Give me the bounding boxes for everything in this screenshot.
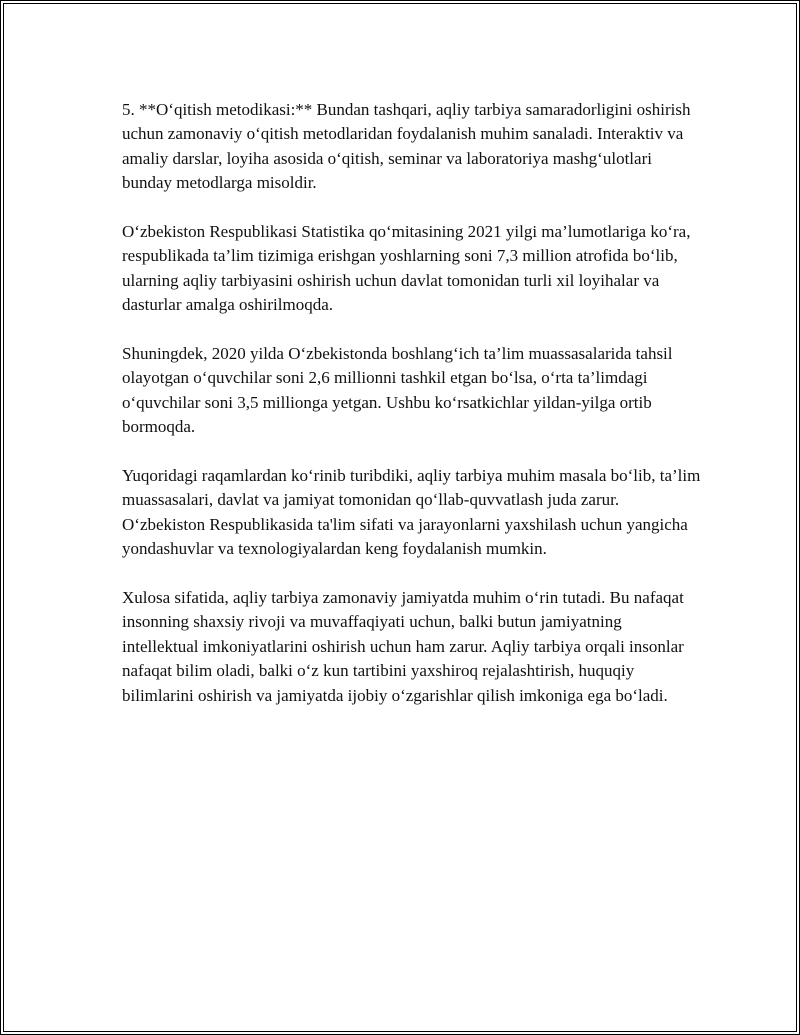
paragraph-teaching-methodology: 5. **O‘qitish metodikasi:** Bundan tashqari, aqliy tarbiya samaradorligini oshirish uchun zamonaviy o‘qitish metodlaridan foydalanish muhim sanaladi. Interaktiv va amaliy darslar, loyiha asosida o‘qitish, seminar va laboratoriya mashg‘ulotlari bunday metodlarga misoldir. xyxy=(122,100,691,193)
paragraph-statistics-2020: Shuningdek, 2020 yilda O‘zbekistonda boshlang‘ich ta’lim muassasalarida tahsil olayotgan o‘quvchilar soni 2,6 millionni tashkil etgan bo‘lsa, o‘rta ta’limdagi o‘quvchilar soni 3,5 millionga yetgan. Ushbu ko‘rsatkichlar yildan-yilga ortib bormoqda. xyxy=(122,344,673,437)
paragraph-statistics-2021: O‘zbekiston Respublikasi Statistika qo‘mitasining 2021 yilgi ma’lumotlariga ko‘ra, respublikada ta’lim tizimiga erishgan yoshlarning soni 7,3 million atrofida bo‘lib, ularning aqliy tarbiyasini oshirish uchun davlat tomonidan turli xil loyihalar va dasturlar amalga oshirilmoqda. xyxy=(122,222,691,315)
paragraph-support-need: Yuqoridagi raqamlardan ko‘rinib turibdiki, aqliy tarbiya muhim masala bo‘lib, ta’lim muassasalari, davlat va jamiyat tomonidan qo‘llab-quvvatlash juda zarur. O‘zbekiston Respublikasida ta'lim sifati va jarayonlarni yaxshilash uchun yangicha yondashuvlar va texnologiyalardan keng foydalanish mumkin. xyxy=(122,466,701,559)
document-body xyxy=(122,98,702,732)
paragraph-conclusion: Xulosa sifatida, aqliy tarbiya zamonaviy jamiyatda muhim o‘rin tutadi. Bu nafaqat insonning shaxsiy rivoji va muvaffaqiyati uchun, balki butun jamiyatning intellektual imkoniyatlarini oshirish uchun ham zarur. Aqliy tarbiya orqali insonlar nafaqat bilim oladi, balki o‘z kun tartibini yaxshiroq rejalashtirish, huquqiy bilimlarini oshirish va jamiyatda ijobiy o‘zgarishlar qilish imkoniga ega bo‘ladi. xyxy=(122,588,684,705)
